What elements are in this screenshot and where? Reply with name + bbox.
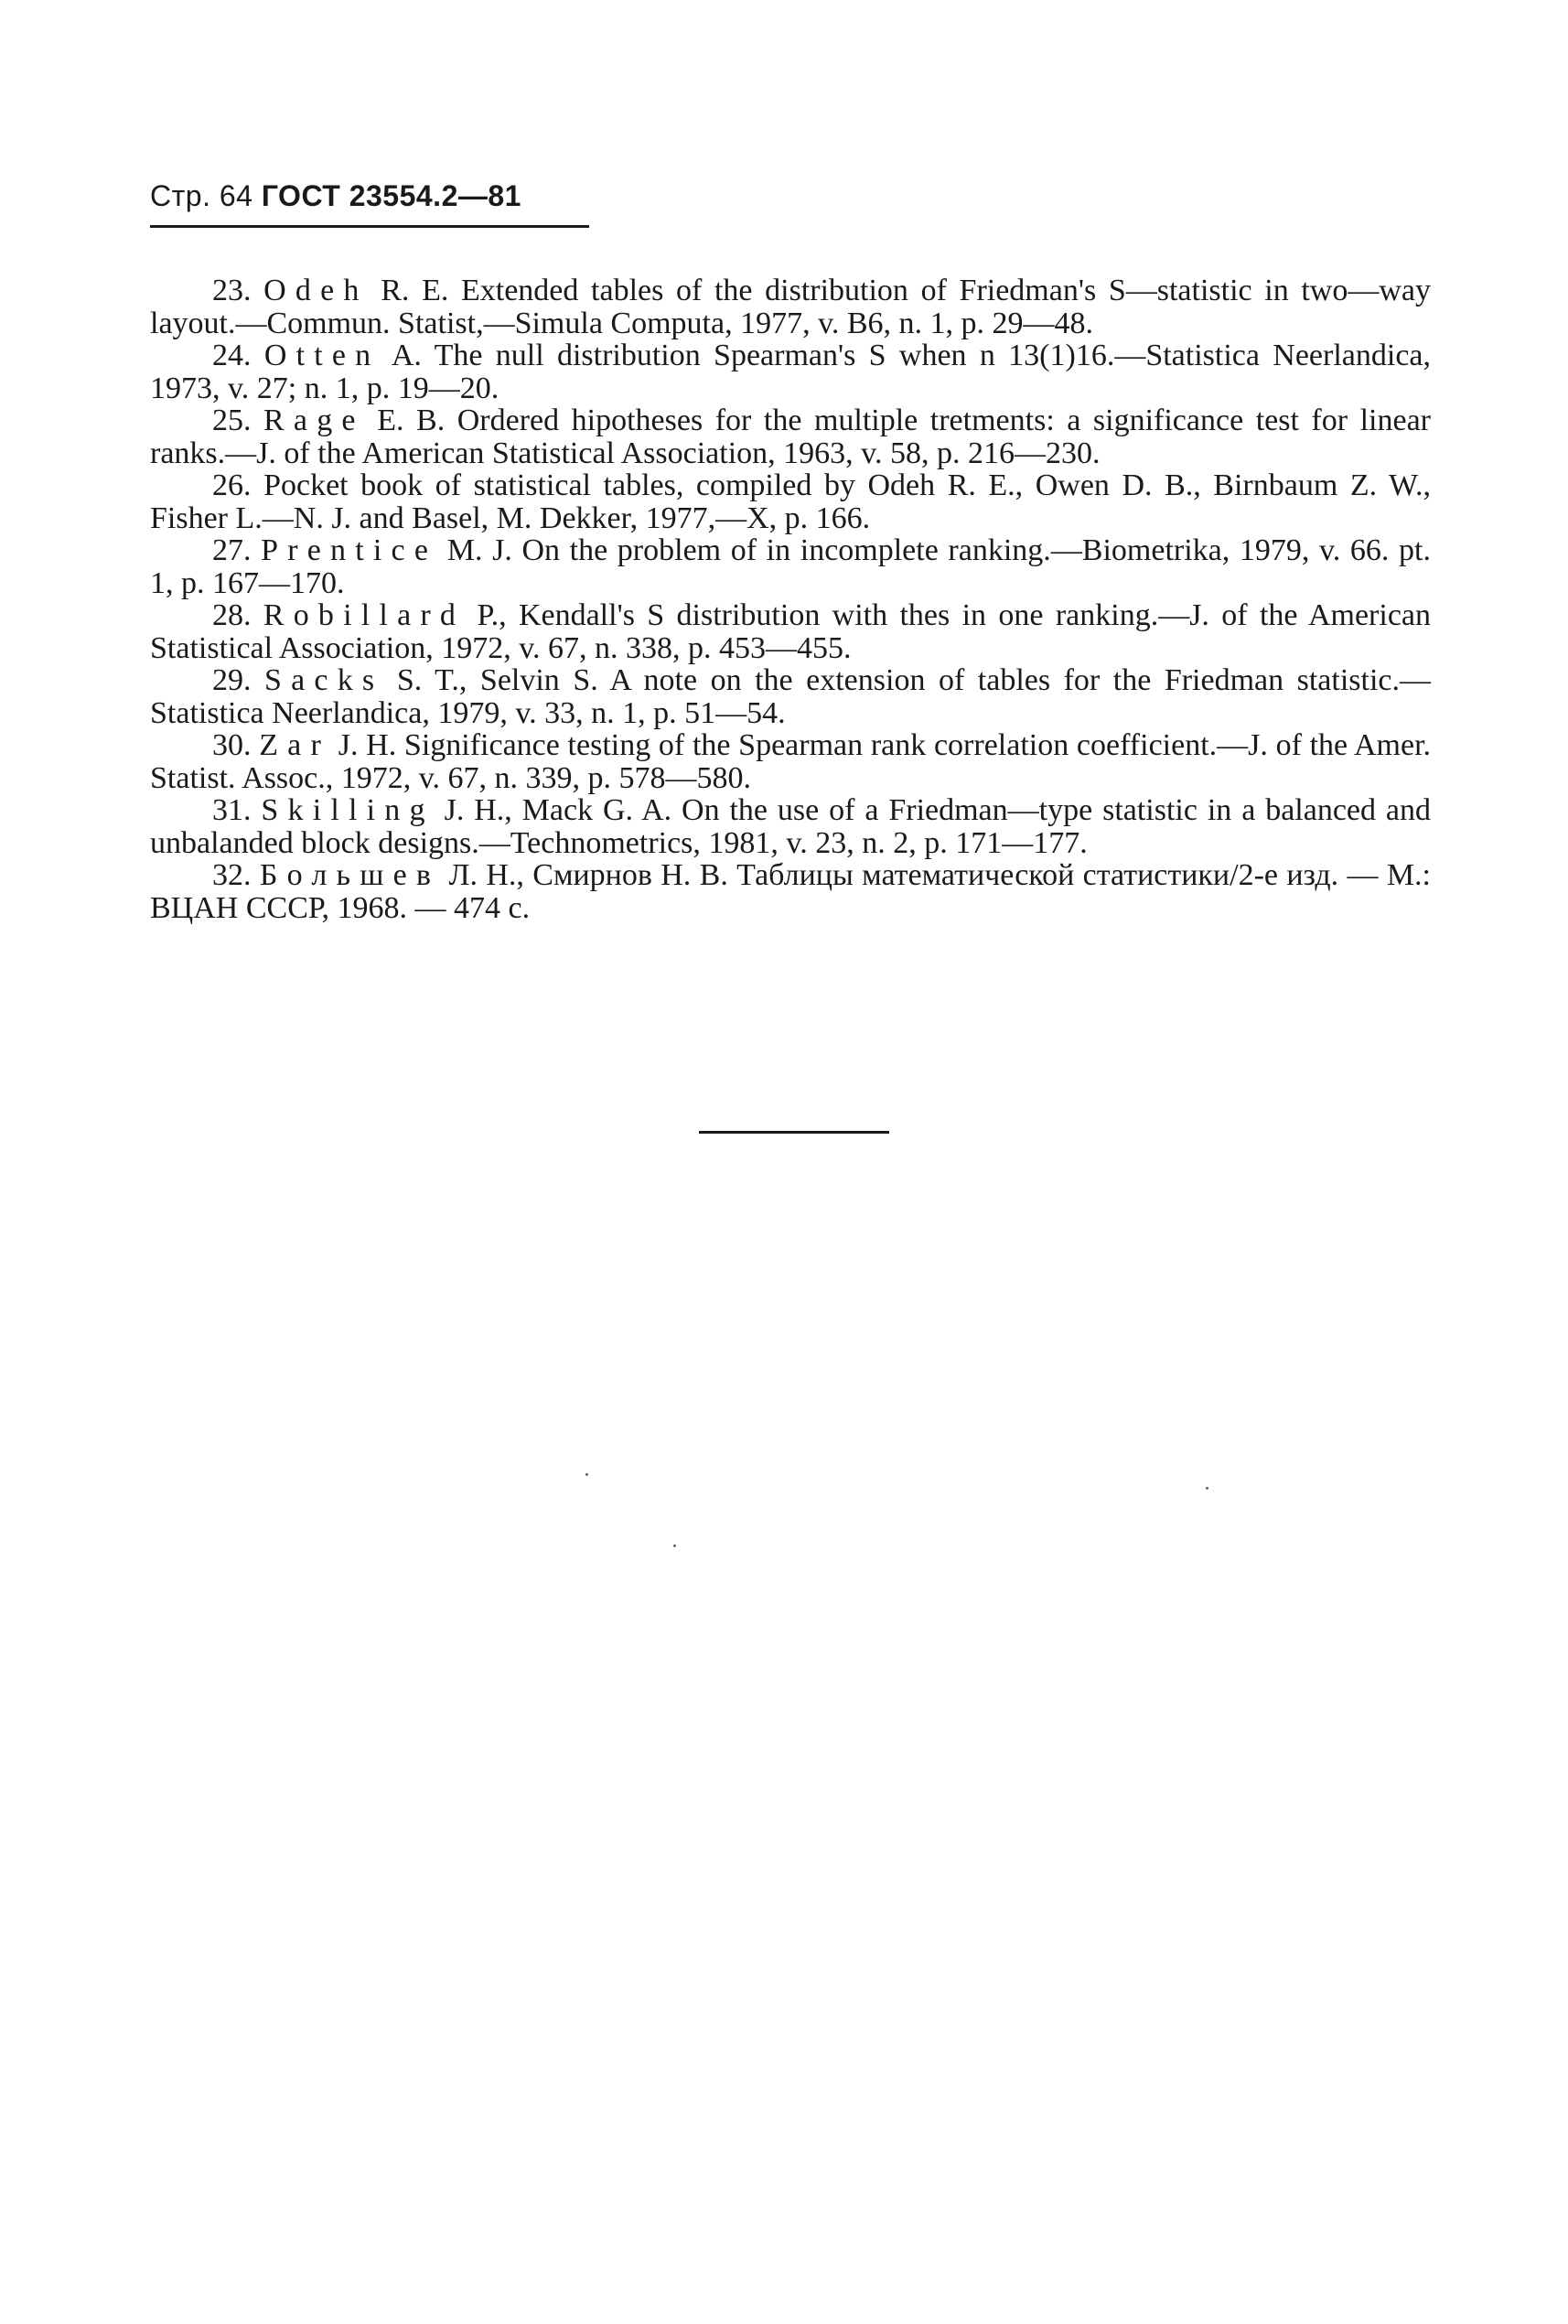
reference-author: Rage bbox=[263, 403, 365, 437]
reference-number: 25. bbox=[212, 403, 252, 437]
end-rule bbox=[699, 1131, 889, 1134]
scan-speck bbox=[1206, 1487, 1208, 1490]
reference-list bbox=[150, 274, 1431, 924]
reference-text: Л. Н., Смирнов Н. В. Таблицы математической статистики/2-е изд. — М.: ВЦАН СССР, 1968. — 474 с. bbox=[150, 858, 1431, 925]
reference-item bbox=[150, 404, 1431, 469]
reference-item bbox=[150, 794, 1431, 859]
scan-speck bbox=[585, 1473, 588, 1476]
page-number: Стр. 64 bbox=[150, 179, 253, 212]
standard-designation: ГОСТ 23554.2—81 bbox=[261, 179, 521, 212]
reference-item bbox=[150, 469, 1431, 534]
reference-text: M. J. On the problem of in incomplete ranking.—Biometrika, 1979, v. 66. pt. 1, p. 167—170. bbox=[150, 533, 1431, 600]
reference-number: 28. bbox=[212, 598, 252, 632]
reference-text: Pocket book of statistical tables, compiled by Odeh R. E., Owen D. B., Birnbaum Z. W., Fisher L.—N. J. and Basel, M. Dekker, 1977,—X, p. 166. bbox=[150, 468, 1432, 535]
reference-number: 31. bbox=[212, 793, 252, 827]
reference-author: Robillard bbox=[263, 598, 466, 632]
reference-author: Odeh bbox=[263, 274, 369, 307]
reference-number: 29. bbox=[212, 663, 252, 697]
reference-number: 30. bbox=[212, 728, 252, 762]
reference-author: Otten bbox=[263, 339, 381, 372]
reference-author: Sacks bbox=[264, 663, 384, 697]
reference-item bbox=[150, 859, 1431, 924]
reference-author: Большев bbox=[259, 858, 441, 892]
reference-author: Zar bbox=[259, 728, 331, 762]
reference-number: 23. bbox=[212, 274, 252, 307]
reference-number: 32. bbox=[212, 858, 252, 892]
reference-text: E. B. Ordered hipotheses for the multiple tretments: a significance test for linear ranks.—J. of the American Statistical Association, 1963, v. 58, p. 216—230. bbox=[150, 403, 1432, 470]
reference-number: 27. bbox=[212, 533, 252, 567]
reference-author: Prentice bbox=[261, 533, 438, 567]
reference-number: 26. bbox=[212, 468, 252, 502]
reference-text: J. H., Mack G. A. On the use of a Friedman—type statistic in a balanced and unbalanded block designs.—Technometrics, 1981, v. 23, n. 2, p. 171—177. bbox=[150, 793, 1431, 860]
reference-item bbox=[150, 339, 1431, 404]
reference-text: P., Kendall's S distribution with thes in one ranking.—J. of the American Statistical Association, 1972, v. 67, n. 338, p. 453—455. bbox=[150, 598, 1432, 665]
reference-number: 24. bbox=[212, 339, 252, 372]
reference-item bbox=[150, 274, 1431, 339]
reference-text: S. T., Selvin S. A note on the extension of tables for the Friedman statistic.—Statistica Neerlandica, 1979, v. 33, n. 1, p. 51—54. bbox=[150, 663, 1432, 730]
reference-text: R. E. Extended tables of the distribution of Friedman's S—statistic in two—way layout.—Commun. Statist,—Simula Computa, 1977, v. B6, n. 1, p. 29—48. bbox=[150, 274, 1432, 340]
reference-text: J. H. Significance testing of the Spearman rank correlation coefficient.—J. of the Amer. Statist. Assoc., 1972, v. 67, n. 339, p. 578—580. bbox=[150, 728, 1432, 795]
reference-item bbox=[150, 599, 1431, 664]
reference-item bbox=[150, 729, 1431, 794]
reference-item bbox=[150, 534, 1431, 599]
scan-speck bbox=[673, 1544, 676, 1547]
reference-item bbox=[150, 664, 1431, 729]
reference-text: A. The null distribution Spearman's S when n 13(1)16.—Statistica Neerlandica, 1973, v. 27; n. 1, p. 19—20. bbox=[150, 339, 1432, 405]
reference-author: Skilling bbox=[261, 793, 435, 827]
page-header bbox=[150, 179, 521, 213]
header-rule bbox=[150, 225, 589, 228]
